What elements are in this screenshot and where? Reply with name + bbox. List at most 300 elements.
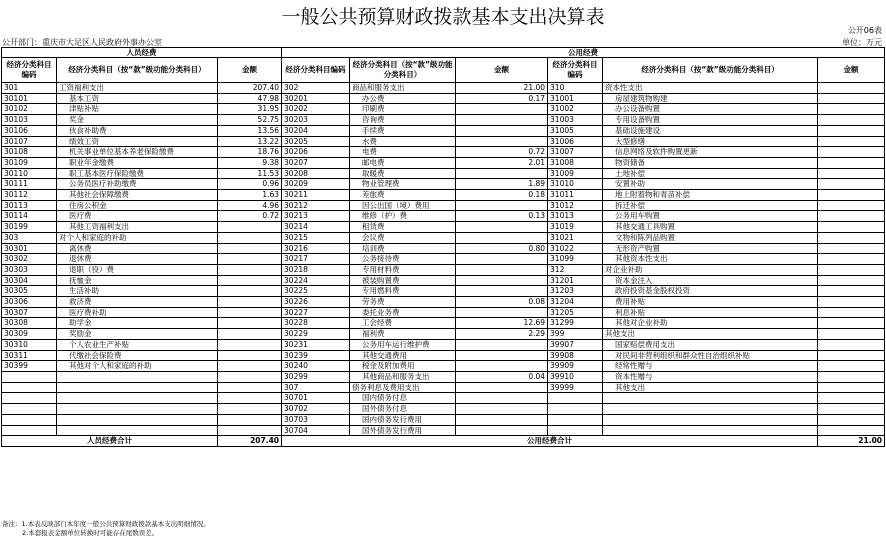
cell-code-1: 30102 (2, 104, 57, 115)
cell-amount-1: 13.22 (218, 136, 282, 147)
cell-amount-1 (218, 297, 282, 308)
cell-code-1: 30309 (2, 329, 57, 340)
cell-amount-1 (218, 275, 282, 286)
cell-code-2: 30702 (282, 404, 350, 415)
cell-name-2: 国内债务付息 (350, 393, 456, 404)
cell-code-3: 31205 (548, 307, 603, 318)
cell-code-3: 31012 (548, 200, 603, 211)
cell-code-2: 30211 (282, 190, 350, 201)
cell-amount-2: 0.04 (456, 371, 548, 382)
cell-amount-3 (818, 232, 885, 243)
cell-code-3: 39999 (548, 382, 603, 393)
col-code-2: 经济分类科目编码 (282, 58, 350, 83)
cell-amount-2 (456, 404, 548, 415)
cell-name-2: 债务利息及费用支出 (350, 382, 456, 393)
col-name-1: 经济分类科目（按“款”级功能分类科目） (57, 58, 218, 83)
cell-name-2: 印刷费 (350, 104, 456, 115)
cell-amount-2 (456, 286, 548, 297)
cell-amount-2 (456, 361, 548, 372)
cell-amount-3 (818, 157, 885, 168)
cell-amount-1 (218, 382, 282, 393)
cell-amount-1: 207.40 (218, 83, 282, 94)
cell-code-3: 31019 (548, 222, 603, 233)
cell-amount-2: 2.01 (456, 157, 548, 168)
cell-code-3: 312 (548, 264, 603, 275)
table-row (2, 125, 885, 136)
cell-amount-2: 21.00 (456, 83, 548, 94)
table-row (2, 275, 885, 286)
cell-code-3: 39909 (548, 361, 603, 372)
cell-amount-3 (818, 168, 885, 179)
cell-name-3: 利息补贴 (603, 307, 818, 318)
cell-name-1: 职工基本医疗保险缴费 (57, 168, 218, 179)
cell-code-1: 30304 (2, 275, 57, 286)
cell-amount-2 (456, 414, 548, 425)
cell-code-2: 30229 (282, 329, 350, 340)
cell-name-2: 其他交通费用 (350, 350, 456, 361)
cell-code-3: 31011 (548, 190, 603, 201)
cell-code-2: 30218 (282, 264, 350, 275)
cell-code-1 (2, 404, 57, 415)
cell-code-2: 30208 (282, 168, 350, 179)
public-total-label: 公用经费合计 (282, 436, 818, 447)
table-row (2, 425, 885, 436)
cell-code-2: 302 (282, 83, 350, 94)
cell-code-3: 31099 (548, 254, 603, 265)
cell-code-1: 30303 (2, 264, 57, 275)
cell-amount-3 (818, 286, 885, 297)
cell-amount-1 (218, 350, 282, 361)
col-code-1: 经济分类科目编码 (2, 58, 57, 83)
cell-name-2: 工会经费 (350, 318, 456, 329)
cell-name-3: 对民间非营利组织和群众性自治组织补贴 (603, 350, 818, 361)
cell-amount-3 (818, 243, 885, 254)
cell-amount-3 (818, 414, 885, 425)
cell-amount-2 (456, 350, 548, 361)
cell-code-2: 30202 (282, 104, 350, 115)
cell-amount-1 (218, 371, 282, 382)
cell-code-3: 31003 (548, 115, 603, 126)
cell-code-2: 30201 (282, 93, 350, 104)
cell-code-1: 30305 (2, 286, 57, 297)
cell-amount-3 (818, 264, 885, 275)
cell-amount-1 (218, 318, 282, 329)
cell-name-1: 退休费 (57, 254, 218, 265)
public-total-value: 21.00 (818, 436, 885, 447)
cell-amount-2: 2.29 (456, 329, 548, 340)
cell-code-1: 30107 (2, 136, 57, 147)
cell-code-3: 31001 (548, 93, 603, 104)
cell-name-3: 无形资产购置 (603, 243, 818, 254)
cell-name-2: 公务接待费 (350, 254, 456, 265)
cell-amount-2 (456, 200, 548, 211)
cell-code-2: 307 (282, 382, 350, 393)
table-row (2, 350, 885, 361)
table-row (2, 157, 885, 168)
cell-amount-1: 11.53 (218, 168, 282, 179)
cell-name-1: 伙食补助费 (57, 125, 218, 136)
table-row (2, 190, 885, 201)
cell-code-2: 30299 (282, 371, 350, 382)
cell-name-1: 工资福利支出 (57, 83, 218, 94)
cell-amount-2 (456, 382, 548, 393)
cell-amount-3 (818, 83, 885, 94)
cell-amount-3 (818, 275, 885, 286)
table-row (2, 222, 885, 233)
cell-name-1 (57, 404, 218, 415)
cell-name-3 (603, 404, 818, 415)
cell-code-1: 30101 (2, 93, 57, 104)
cell-name-2: 会议费 (350, 232, 456, 243)
cell-name-3: 基础设施建设 (603, 125, 818, 136)
cell-name-2: 专用燃料费 (350, 286, 456, 297)
cell-code-3: 31203 (548, 286, 603, 297)
cell-code-2: 30228 (282, 318, 350, 329)
cell-code-3: 31013 (548, 211, 603, 222)
cell-name-1: 救济费 (57, 297, 218, 308)
cell-code-1: 30111 (2, 179, 57, 190)
cell-amount-3 (818, 115, 885, 126)
page-title: 一般公共预算财政拨款基本支出决算表 (281, 6, 605, 28)
cell-code-3 (548, 393, 603, 404)
cell-name-3: 资本性赠与 (603, 371, 818, 382)
cell-name-3 (603, 425, 818, 436)
table-row (2, 393, 885, 404)
cell-amount-3 (818, 307, 885, 318)
cell-name-2: 维修（护）费 (350, 211, 456, 222)
cell-code-3: 39908 (548, 350, 603, 361)
cell-code-3: 31002 (548, 104, 603, 115)
cell-name-2: 商品和服务支出 (350, 83, 456, 94)
cell-code-2: 30213 (282, 211, 350, 222)
cell-name-1: 生活补助 (57, 286, 218, 297)
cell-name-3: 国家赔偿费用支出 (603, 339, 818, 350)
cell-code-2: 30239 (282, 350, 350, 361)
cell-code-2: 30209 (282, 179, 350, 190)
cell-amount-3 (818, 104, 885, 115)
cell-amount-3 (818, 425, 885, 436)
cell-amount-2 (456, 254, 548, 265)
cell-name-3: 其他支出 (603, 329, 818, 340)
cell-name-3: 资本金注入 (603, 275, 818, 286)
cell-amount-1 (218, 329, 282, 340)
cell-amount-3 (818, 254, 885, 265)
cell-code-2: 30226 (282, 297, 350, 308)
cell-name-1: 机关事业单位基本养老保险缴费 (57, 147, 218, 158)
cell-code-1: 30103 (2, 115, 57, 126)
cell-name-3: 土地补偿 (603, 168, 818, 179)
cell-name-1 (57, 414, 218, 425)
cell-code-1: 30306 (2, 297, 57, 308)
cell-amount-1: 0.96 (218, 179, 282, 190)
cell-amount-2 (456, 222, 548, 233)
cell-code-1: 30307 (2, 307, 57, 318)
cell-name-3 (603, 414, 818, 425)
col-name-2: 经济分类科目（按“款”级功能分类科目） (350, 58, 456, 83)
cell-amount-3 (818, 222, 885, 233)
table-row (2, 339, 885, 350)
cell-code-3: 31204 (548, 297, 603, 308)
cell-name-2: 专用材料费 (350, 264, 456, 275)
cell-name-2: 取暖费 (350, 168, 456, 179)
cell-code-1: 30110 (2, 168, 57, 179)
cell-name-2: 福利费 (350, 329, 456, 340)
cell-amount-2 (456, 339, 548, 350)
cell-name-1: 医疗费补助 (57, 307, 218, 318)
personnel-total-label: 人员经费合计 (2, 436, 218, 447)
cell-code-1: 301 (2, 83, 57, 94)
cell-name-1: 职业年金缴费 (57, 157, 218, 168)
cell-name-2: 被装购置费 (350, 275, 456, 286)
cell-code-3: 31008 (548, 157, 603, 168)
cell-amount-1 (218, 222, 282, 233)
cell-code-3: 31009 (548, 168, 603, 179)
cell-amount-1 (218, 243, 282, 254)
cell-amount-2: 0.13 (456, 211, 548, 222)
unit-label: 单位：万元 (842, 38, 882, 47)
cell-amount-3 (818, 318, 885, 329)
cell-code-3: 399 (548, 329, 603, 340)
cell-amount-2 (456, 125, 548, 136)
cell-code-3: 39910 (548, 371, 603, 382)
cell-amount-3 (818, 297, 885, 308)
cell-name-3: 对企业补助 (603, 264, 818, 275)
cell-name-1: 绩效工资 (57, 136, 218, 147)
cell-amount-3 (818, 404, 885, 415)
department-label: 公开部门：重庆市大足区人民政府外事办公室 (2, 38, 162, 47)
table-row (2, 104, 885, 115)
expenditure-table (1, 47, 885, 447)
cell-amount-2 (456, 136, 548, 147)
cell-amount-1 (218, 254, 282, 265)
cell-name-1: 离休费 (57, 243, 218, 254)
cell-name-3: 文物和陈列品购置 (603, 232, 818, 243)
cell-code-3 (548, 414, 603, 425)
cell-name-2: 培训费 (350, 243, 456, 254)
table-row (2, 414, 885, 425)
table-row (2, 318, 885, 329)
cell-amount-3 (818, 371, 885, 382)
cell-amount-2: 0.08 (456, 297, 548, 308)
cell-name-2: 因公出国（境）费用 (350, 200, 456, 211)
cell-code-2: 30206 (282, 147, 350, 158)
cell-code-2: 30240 (282, 361, 350, 372)
cell-name-3: 信息网络及软件购置更新 (603, 147, 818, 158)
cell-name-2: 咨询费 (350, 115, 456, 126)
cell-amount-3 (818, 329, 885, 340)
cell-amount-2 (456, 104, 548, 115)
cell-name-2: 公务用车运行维护费 (350, 339, 456, 350)
cell-code-1: 30108 (2, 147, 57, 158)
cell-code-3: 31022 (548, 243, 603, 254)
cell-amount-3 (818, 200, 885, 211)
cell-name-1: 其他工资福利支出 (57, 222, 218, 233)
cell-amount-3 (818, 179, 885, 190)
cell-amount-3 (818, 393, 885, 404)
cell-name-1: 对个人和家庭的补助 (57, 232, 218, 243)
cell-name-3: 安置补助 (603, 179, 818, 190)
cell-name-2: 手续费 (350, 125, 456, 136)
form-number: 公开06表 (847, 26, 882, 35)
cell-name-2: 劳务费 (350, 297, 456, 308)
cell-code-2: 30203 (282, 115, 350, 126)
table-row (2, 168, 885, 179)
cell-code-2: 30227 (282, 307, 350, 318)
cell-code-1 (2, 414, 57, 425)
cell-code-1 (2, 382, 57, 393)
table-row (2, 136, 885, 147)
table-row (2, 243, 885, 254)
cell-code-2: 30215 (282, 232, 350, 243)
cell-name-1: 奖金 (57, 115, 218, 126)
cell-code-2: 30214 (282, 222, 350, 233)
col-amount-2: 金额 (456, 58, 548, 83)
cell-amount-1: 0.72 (218, 211, 282, 222)
table-row (2, 93, 885, 104)
cell-name-1: 抚恤金 (57, 275, 218, 286)
cell-name-3: 费用补贴 (603, 297, 818, 308)
cell-code-3: 31021 (548, 232, 603, 243)
cell-amount-1 (218, 339, 282, 350)
cell-name-3: 其他交通工具购置 (603, 222, 818, 233)
cell-name-1: 退职（役）费 (57, 264, 218, 275)
table-row (2, 361, 885, 372)
table-row (2, 200, 885, 211)
cell-code-2: 30225 (282, 286, 350, 297)
cell-name-2: 水费 (350, 136, 456, 147)
cell-name-3: 办公设备购置 (603, 104, 818, 115)
table-row (2, 371, 885, 382)
cell-name-2: 税金及附加费用 (350, 361, 456, 372)
cell-name-2: 国外债务发行费用 (350, 425, 456, 436)
cell-name-1: 公务员医疗补助缴费 (57, 179, 218, 190)
cell-amount-1: 47.98 (218, 93, 282, 104)
table-row (2, 264, 885, 275)
cell-name-1: 住房公积金 (57, 200, 218, 211)
cell-code-1: 303 (2, 232, 57, 243)
cell-name-3: 公务用车购置 (603, 211, 818, 222)
cell-amount-1 (218, 393, 282, 404)
cell-amount-3 (818, 147, 885, 158)
cell-amount-3 (818, 339, 885, 350)
cell-amount-1: 52.75 (218, 115, 282, 126)
cell-amount-1: 13.56 (218, 125, 282, 136)
col-name-3: 经济分类科目（按“款”级功能分类科目） (603, 58, 818, 83)
cell-code-1 (2, 425, 57, 436)
cell-code-1: 30199 (2, 222, 57, 233)
cell-amount-3 (818, 361, 885, 372)
table-row (2, 115, 885, 126)
cell-amount-1 (218, 425, 282, 436)
cell-name-3: 专用设备购置 (603, 115, 818, 126)
cell-amount-2: 0.72 (456, 147, 548, 158)
cell-name-3: 大型修缮 (603, 136, 818, 147)
cell-name-3: 物资储备 (603, 157, 818, 168)
cell-name-3: 资本性支出 (603, 83, 818, 94)
cell-code-2: 30212 (282, 200, 350, 211)
public-section-header: 公用经费 (282, 48, 885, 58)
cell-name-1: 助学金 (57, 318, 218, 329)
cell-amount-2 (456, 393, 548, 404)
cell-name-2: 办公费 (350, 93, 456, 104)
cell-name-3: 其他对企业补助 (603, 318, 818, 329)
cell-amount-1 (218, 286, 282, 297)
cell-name-2: 电费 (350, 147, 456, 158)
cell-code-3: 31201 (548, 275, 603, 286)
cell-name-1: 其他对个人和家庭的补助 (57, 361, 218, 372)
cell-code-1: 30301 (2, 243, 57, 254)
cell-code-3: 39907 (548, 339, 603, 350)
cell-code-2: 30701 (282, 393, 350, 404)
cell-amount-2: 0.17 (456, 93, 548, 104)
cell-name-2: 邮电费 (350, 157, 456, 168)
cell-name-1 (57, 371, 218, 382)
cell-name-3 (603, 393, 818, 404)
table-row (2, 232, 885, 243)
cell-amount-2: 0.80 (456, 243, 548, 254)
note-line-2: 2.本套报表金额单位转换时可能存在尾数误差。 (22, 529, 159, 537)
cell-amount-1 (218, 307, 282, 318)
cell-name-2: 租赁费 (350, 222, 456, 233)
cell-code-1: 30113 (2, 200, 57, 211)
cell-code-2: 30216 (282, 243, 350, 254)
personnel-total-value: 207.40 (218, 436, 282, 447)
table-row (2, 307, 885, 318)
table-row (2, 286, 885, 297)
cell-name-3: 房屋建筑物购建 (603, 93, 818, 104)
personnel-section-header: 人员经费 (2, 48, 282, 58)
table-row (2, 404, 885, 415)
cell-amount-1 (218, 404, 282, 415)
cell-amount-2 (456, 275, 548, 286)
col-code-3: 经济分类科目编码 (548, 58, 603, 83)
cell-code-3: 310 (548, 83, 603, 94)
cell-amount-2: 1.89 (456, 179, 548, 190)
cell-name-1: 其他社会保障缴费 (57, 190, 218, 201)
col-amount-3: 金额 (818, 58, 885, 83)
cell-name-2: 委托业务费 (350, 307, 456, 318)
cell-amount-1: 1.63 (218, 190, 282, 201)
cell-code-1: 30109 (2, 157, 57, 168)
cell-amount-2 (456, 307, 548, 318)
table-row (2, 329, 885, 340)
cell-amount-2 (456, 168, 548, 179)
cell-amount-1 (218, 232, 282, 243)
cell-amount-1 (218, 264, 282, 275)
cell-code-2: 30217 (282, 254, 350, 265)
cell-code-1: 30114 (2, 211, 57, 222)
cell-name-2: 差旅费 (350, 190, 456, 201)
cell-code-1: 30311 (2, 350, 57, 361)
table-row (2, 179, 885, 190)
cell-code-3 (548, 404, 603, 415)
cell-amount-2 (456, 115, 548, 126)
col-amount-1: 金额 (218, 58, 282, 83)
cell-code-1 (2, 371, 57, 382)
table-row (2, 254, 885, 265)
table-row (2, 147, 885, 158)
cell-amount-2 (456, 264, 548, 275)
cell-name-3: 其他支出 (603, 382, 818, 393)
cell-amount-3 (818, 125, 885, 136)
cell-amount-2 (456, 232, 548, 243)
cell-code-3: 31007 (548, 147, 603, 158)
table-row (2, 382, 885, 393)
cell-name-3: 拆迁补偿 (603, 200, 818, 211)
cell-code-3 (548, 425, 603, 436)
cell-name-2: 其他商品和服务支出 (350, 371, 456, 382)
cell-code-1: 30112 (2, 190, 57, 201)
